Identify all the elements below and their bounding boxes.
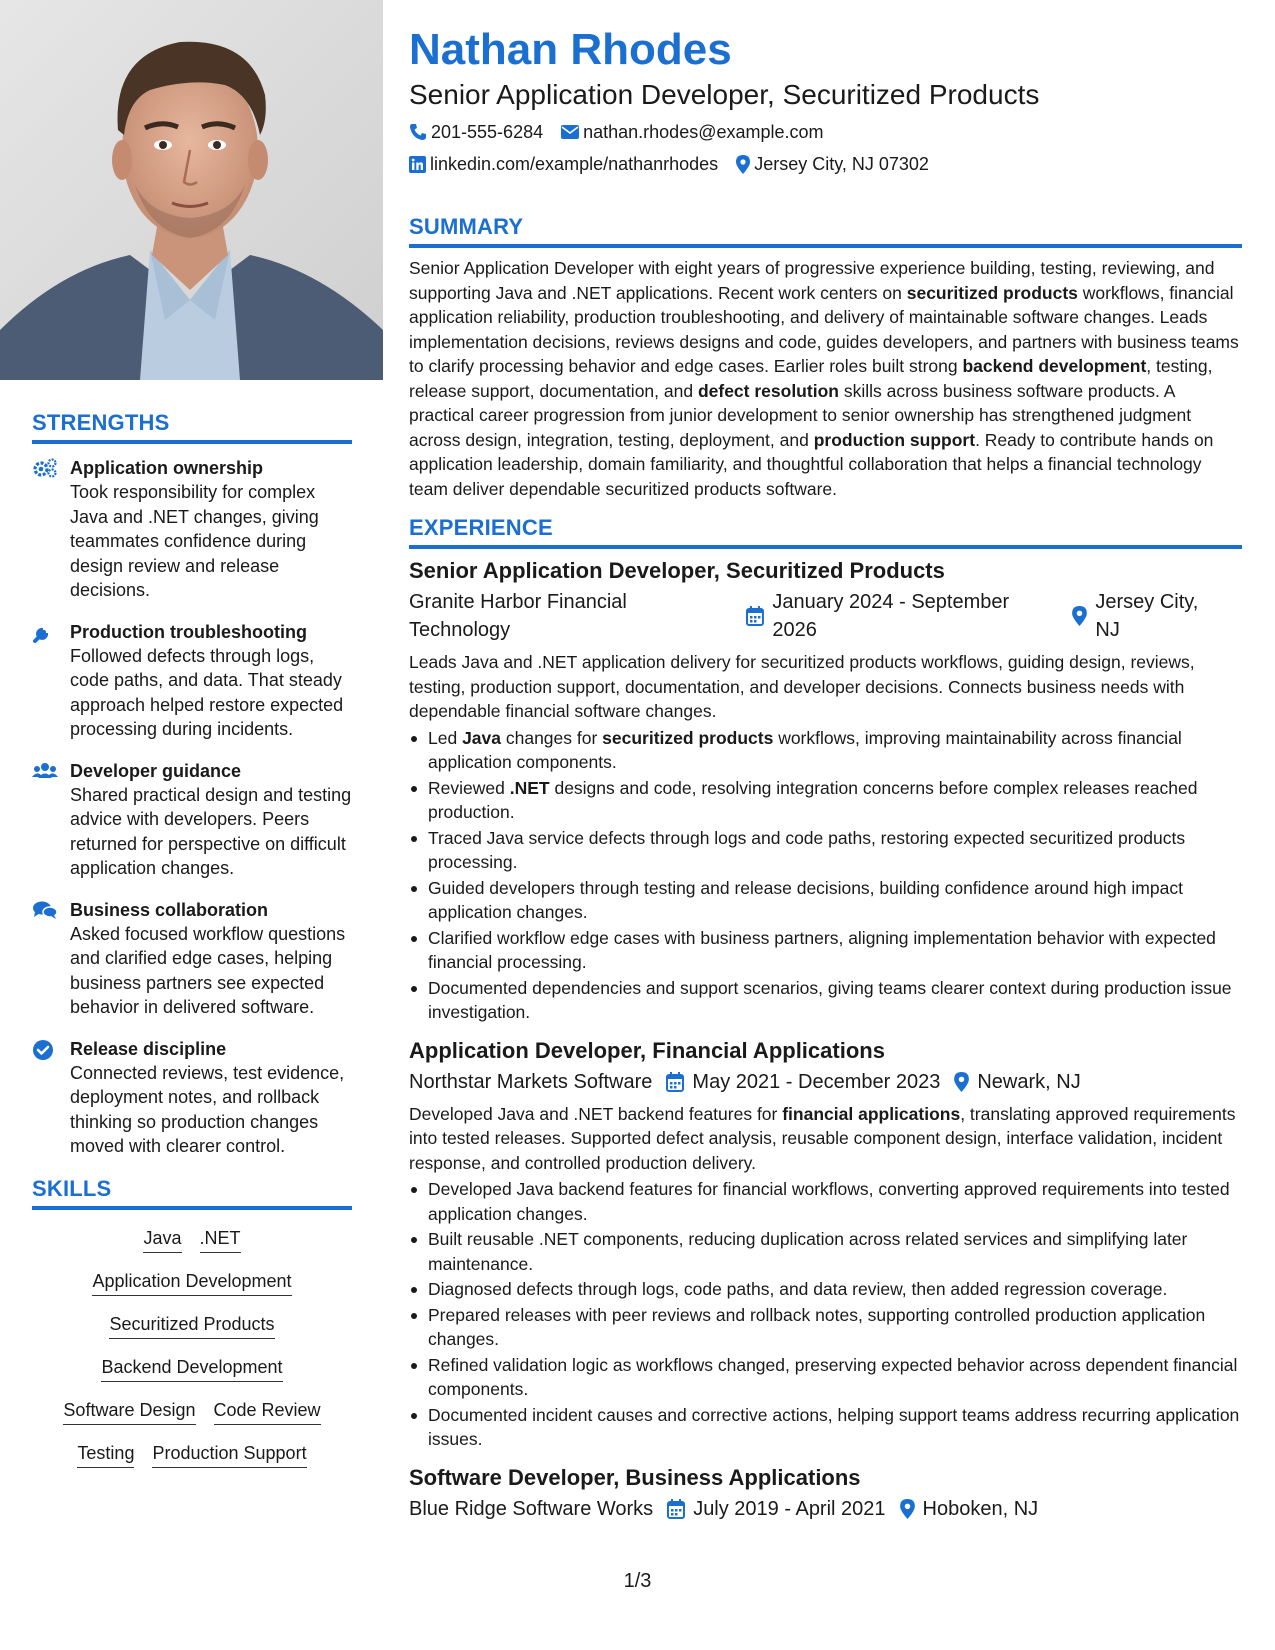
skill-tag: Testing xyxy=(77,1441,134,1468)
job-meta xyxy=(409,1495,1242,1523)
list-item: Clarified workflow edge cases with business partners, aligning implementation behavior with expected financial processing. xyxy=(409,926,1242,975)
skill-tag: Production Support xyxy=(152,1441,306,1468)
job-entry xyxy=(409,1037,1242,1452)
job-location: Newark, NJ xyxy=(954,1068,1080,1096)
strength-desc: Followed defects through logs, code paths, and data. That steady approach helped restore expected processing during incidents. xyxy=(70,645,344,739)
profile-photo xyxy=(0,0,383,380)
skill-row xyxy=(32,1441,352,1468)
users-icon xyxy=(32,759,70,881)
skill-row xyxy=(32,1355,352,1382)
skill-row xyxy=(32,1398,352,1425)
summary-heading: SUMMARY xyxy=(409,214,1242,248)
list-item: Guided developers through testing and release decisions, building confidence around high impact application changes. xyxy=(409,876,1242,925)
list-item: Refined validation logic as workflows changed, preserving expected behavior across dependent financial components. xyxy=(409,1353,1242,1402)
skill-row xyxy=(32,1269,352,1296)
linkedin-text: linkedin.com/example/nathanrhodes xyxy=(430,154,719,174)
job-company: Northstar Markets Software xyxy=(409,1070,653,1093)
map-pin-icon xyxy=(736,155,750,174)
job-company: Granite Harbor Financial Technology xyxy=(409,591,627,641)
list-item: Diagnosed defects through logs, code paths, and data review, then added regression coverage. xyxy=(409,1277,1242,1302)
contact-row xyxy=(409,120,1242,144)
strength-title: Production troubleshooting xyxy=(70,621,307,642)
contact-location xyxy=(736,152,929,176)
envelope-icon xyxy=(561,125,579,139)
skill-row xyxy=(32,1226,352,1253)
wrench-icon xyxy=(32,620,70,742)
job-entry xyxy=(409,1464,1242,1523)
strength-desc: Connected reviews, test evidence, deployment notes, and rollback thinking so production changes moved with clearer control. xyxy=(70,1062,345,1156)
email-text: nathan.rhodes@example.com xyxy=(583,122,824,142)
map-pin-icon xyxy=(954,1072,969,1092)
strengths-heading: STRENGTHS xyxy=(32,410,352,444)
skill-tag: Backend Development xyxy=(101,1355,282,1382)
experience-heading: EXPERIENCE xyxy=(409,515,1242,549)
job-location: Hoboken, NJ xyxy=(900,1495,1039,1523)
calendar-icon xyxy=(667,1499,685,1519)
location-text: Jersey City, NJ 07302 xyxy=(754,154,929,174)
list-item: Developed Java backend features for financial workflows, converting approved requirements into tested application changes. xyxy=(409,1177,1242,1226)
strength-desc: Shared practical design and testing advice with developers. Peers returned for perspective on difficult application changes. xyxy=(70,784,352,878)
job-description: Leads Java and .NET application delivery for securitized products workflows, guiding design, reviews, testing, production support, documentation, and developer decisions. Connects business needs with dependable financial software changes. xyxy=(409,652,1195,721)
experience-section xyxy=(409,515,1242,1523)
skill-row xyxy=(32,1312,352,1339)
summary-text: Senior Application Developer with eight years of progressive experience building, testing, reviewing, and supporting Java and .NET applications. Recent work centers on securitized products workflows, financial application reliability, production troubleshooting, and delivery of maintainable software changes. Leads implementation decisions, reviews designs and code, guides developers, and partners with business teams to clarify processing behavior and edge cases. Earlier roles built strong backend development, testing, release support, documentation, and defect resolution skills across business software products. A practical career progression from junior development to senior ownership has strengthened judgment across design, integration, testing, deployment, and production support. Ready to contribute hands on application leadership, domain familiarity, and thoughtful collaboration that helps a financial technology team deliver dependable securitized products software. xyxy=(409,258,1239,499)
calendar-icon xyxy=(746,606,764,626)
skill-tag: Code Review xyxy=(214,1398,321,1425)
job-title: Senior Application Developer, Securitized Products xyxy=(409,558,945,583)
list-item: Reviewed .NET designs and code, resolving integration concerns before complex releases reached production. xyxy=(409,776,1242,825)
contact-phone[interactable] xyxy=(409,120,543,144)
left-content xyxy=(32,410,352,1477)
job-location: Jersey City, NJ xyxy=(1072,588,1228,644)
left-column xyxy=(0,0,383,1650)
list-item: Prepared releases with peer reviews and rollback notes, supporting controlled production application changes. xyxy=(409,1303,1242,1352)
list-item: Documented dependencies and support scenarios, giving teams clearer context during production issue investigation. xyxy=(409,976,1242,1025)
skill-tag: Software Design xyxy=(63,1398,195,1425)
job-title: Software Developer, Business Applications xyxy=(409,1464,861,1490)
candidate-name: Nathan Rhodes xyxy=(409,25,732,74)
strength-title: Application ownership xyxy=(70,458,264,478)
list-item: Built reusable .NET components, reducing duplication across related services and simplifying later maintenance. xyxy=(409,1227,1242,1276)
calendar-icon xyxy=(666,1072,684,1092)
contact-email[interactable] xyxy=(561,120,823,144)
job-company: Blue Ridge Software Works xyxy=(409,1497,654,1520)
contact-linkedin[interactable] xyxy=(409,152,718,176)
strength-item xyxy=(32,759,352,881)
strength-item xyxy=(32,898,352,1020)
check-circle-icon xyxy=(32,1037,70,1159)
list-item: Led Java changes for securitized products workflows, improving maintainability across financial application components. xyxy=(409,726,1242,775)
job-bullets xyxy=(409,726,1242,1025)
job-entry xyxy=(409,557,1242,1025)
strength-title: Developer guidance xyxy=(70,760,242,781)
skills-heading: SKILLS xyxy=(32,1176,352,1210)
job-description: Developed Java and .NET backend features for financial applications, translating approved requirements into tested releases. Supported defect analysis, reusable component design, interface validation, incident response, and controlled production delivery. xyxy=(409,1103,1236,1173)
page-number: 1/3 xyxy=(623,1570,652,1592)
skills-section xyxy=(32,1176,352,1468)
phone-text: 201-555-6284 xyxy=(431,122,544,142)
job-dates: July 2019 - April 2021 xyxy=(667,1495,885,1523)
map-pin-icon xyxy=(1072,606,1087,626)
candidate-role: Senior Application Developer, Securitized Products xyxy=(409,79,1040,110)
phone-icon xyxy=(409,123,427,141)
skill-tag: .NET xyxy=(200,1226,241,1253)
strength-item xyxy=(32,456,352,603)
job-dates: May 2021 - December 2023 xyxy=(666,1068,940,1096)
map-pin-icon xyxy=(900,1499,915,1519)
strength-item xyxy=(32,1037,352,1159)
strength-desc: Asked focused workflow questions and clarified edge cases, helping business partners see expected behavior in delivered software. xyxy=(70,923,346,1017)
strength-title: Release discipline xyxy=(70,1038,227,1059)
list-item: Documented incident causes and corrective actions, helping support teams address recurring application issues. xyxy=(409,1403,1242,1452)
job-bullets xyxy=(409,1177,1242,1452)
job-title: Application Developer, Financial Applications xyxy=(409,1037,885,1063)
contact-row xyxy=(409,152,1242,176)
linkedin-icon xyxy=(409,156,426,173)
skill-tag: Application Development xyxy=(92,1269,291,1296)
gears-icon xyxy=(32,456,70,603)
job-meta xyxy=(409,1068,1242,1096)
strength-title: Business collaboration xyxy=(70,899,269,920)
strength-desc: Took responsibility for complex Java and .NET changes, giving teammates confidence during design review and release decisions. xyxy=(70,482,319,600)
list-item: Traced Java service defects through logs and code paths, restoring expected securitized products processing. xyxy=(409,826,1242,875)
skill-tag: Securitized Products xyxy=(109,1312,274,1339)
comments-icon xyxy=(32,898,70,1020)
job-dates: January 2024 - September 2026 xyxy=(746,588,1058,644)
job-meta xyxy=(409,588,1242,644)
skill-tag: Java xyxy=(143,1226,181,1253)
right-column xyxy=(409,0,1242,1535)
summary-section xyxy=(409,214,1242,501)
strength-item xyxy=(32,620,352,742)
